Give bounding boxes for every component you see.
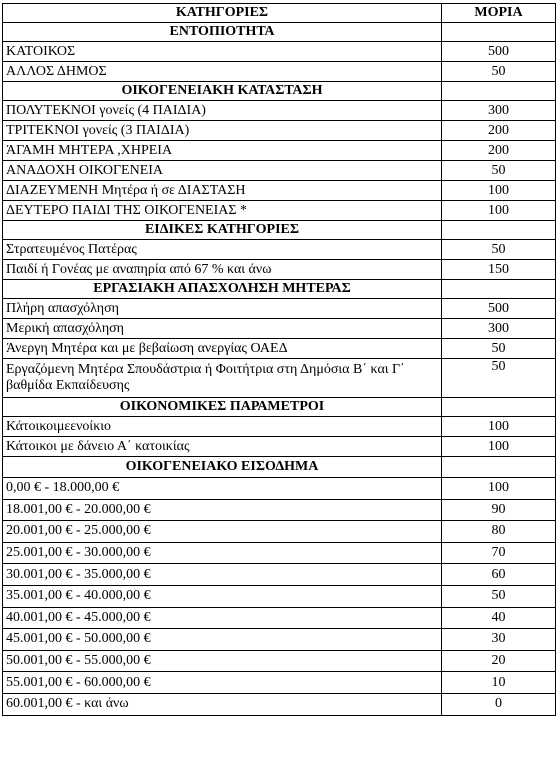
income-row — [3, 564, 556, 586]
row-label: Μερική απασχόληση — [3, 319, 442, 339]
income-range: 0,00 € - 18.000,00 € — [3, 478, 442, 500]
table-row — [3, 339, 556, 359]
table-row — [3, 42, 556, 62]
section-points-empty — [442, 23, 556, 42]
table-row — [3, 121, 556, 141]
row-label: Κάτοικοι με δάνειο Α΄ κατοικίας — [3, 437, 442, 457]
income-points: 50 — [442, 585, 556, 607]
table-row — [3, 359, 556, 398]
section-header-row — [3, 23, 556, 42]
section-title: ΕΙΔΙΚΕΣ ΚΑΤΗΓΟΡΙΕΣ — [3, 221, 442, 240]
income-range: 50.001,00 € - 55.000,00 € — [3, 650, 442, 672]
income-range: 30.001,00 € - 35.000,00 € — [3, 564, 442, 586]
section-points-empty — [442, 280, 556, 299]
row-label: Πλήρη απασχόληση — [3, 299, 442, 319]
section-points-empty — [442, 398, 556, 417]
row-points: 50 — [442, 240, 556, 260]
income-points: 100 — [442, 478, 556, 500]
income-section-header-row — [3, 457, 556, 478]
table-row — [3, 437, 556, 457]
income-row — [3, 672, 556, 694]
income-points: 10 — [442, 672, 556, 694]
income-range: 35.001,00 € - 40.000,00 € — [3, 585, 442, 607]
income-points: 20 — [442, 650, 556, 672]
row-points: 50 — [442, 161, 556, 181]
table-row — [3, 240, 556, 260]
row-points: 500 — [442, 42, 556, 62]
income-range: 25.001,00 € - 30.000,00 € — [3, 542, 442, 564]
points-document — [2, 3, 555, 716]
income-row — [3, 650, 556, 672]
table-row — [3, 161, 556, 181]
income-section-title: ΟΙΚΟΓΕΝΕΙΑΚΟ ΕΙΣΟΔΗΜΑ — [3, 457, 442, 478]
points-table — [2, 3, 556, 716]
row-label: Άνεργη Μητέρα και με βεβαίωση ανεργίας ΟΑΕΔ — [3, 339, 442, 359]
income-row — [3, 478, 556, 500]
row-label: ΑΛΛΟΣ ΔΗΜΟΣ — [3, 62, 442, 82]
table-row — [3, 417, 556, 437]
income-points: 80 — [442, 521, 556, 543]
table-row — [3, 141, 556, 161]
income-row — [3, 521, 556, 543]
income-points: 90 — [442, 499, 556, 521]
table-row — [3, 299, 556, 319]
income-points: 30 — [442, 629, 556, 651]
row-label: ΆΓΑΜΗ ΜΗΤΕΡΑ ,ΧΗΡΕΙΑ — [3, 141, 442, 161]
row-points: 200 — [442, 121, 556, 141]
income-points: 70 — [442, 542, 556, 564]
row-points: 300 — [442, 101, 556, 121]
income-row — [3, 585, 556, 607]
row-points: 50 — [442, 359, 556, 398]
table-row — [3, 201, 556, 221]
section-header-row — [3, 82, 556, 101]
table-row — [3, 181, 556, 201]
section-title: ΕΡΓΑΣΙΑΚΗ ΑΠΑΣΧΟΛΗΣΗ ΜΗΤΕΡΑΣ — [3, 280, 442, 299]
income-points: 0 — [442, 693, 556, 715]
income-points: 60 — [442, 564, 556, 586]
row-label: Κάτοικοιμεενοίκιο — [3, 417, 442, 437]
row-label: ΤΡΙΤΕΚΝΟΙ γονείς (3 ΠΑΙΔΙΑ) — [3, 121, 442, 141]
row-points: 200 — [442, 141, 556, 161]
table-row — [3, 319, 556, 339]
income-range: 20.001,00 € - 25.000,00 € — [3, 521, 442, 543]
row-points: 100 — [442, 181, 556, 201]
income-row — [3, 629, 556, 651]
income-row — [3, 693, 556, 715]
section-title: ΕΝΤΟΠΙΟΤΗΤΑ — [3, 23, 442, 42]
table-row — [3, 101, 556, 121]
income-row — [3, 542, 556, 564]
income-range: 60.001,00 € - και άνω — [3, 693, 442, 715]
section-title: ΟΙΚΟΝΟΜΙΚΕΣ ΠΑΡΑΜΕΤΡΟΙ — [3, 398, 442, 417]
row-points: 150 — [442, 260, 556, 280]
section-points-empty — [442, 457, 556, 478]
row-points: 100 — [442, 201, 556, 221]
row-label: Παιδί ή Γονέας με αναπηρία από 67 % και άνω — [3, 260, 442, 280]
row-points: 100 — [442, 417, 556, 437]
row-points: 50 — [442, 62, 556, 82]
section-title: ΟΙΚΟΓΕΝΕΙΑΚΗ ΚΑΤΑΣΤΑΣΗ — [3, 82, 442, 101]
points-column-header: ΜΟΡΙΑ — [442, 4, 556, 23]
table-row — [3, 260, 556, 280]
row-points: 300 — [442, 319, 556, 339]
income-range: 40.001,00 € - 45.000,00 € — [3, 607, 442, 629]
row-label: Εργαζόμενη Μητέρα Σπουδάστρια ή Φοιτήτρια στη Δημόσια Β΄ και Γ΄ βαθμίδα Εκπαίδευσης — [3, 359, 442, 398]
row-label: ΑΝΑΔΟΧΗ ΟΙΚΟΓΕΝΕΙΑ — [3, 161, 442, 181]
row-label: ΚΑΤΟΙΚΟΣ — [3, 42, 442, 62]
income-row — [3, 607, 556, 629]
row-points: 500 — [442, 299, 556, 319]
category-column-header: ΚΑΤΗΓΟΡΙΕΣ — [3, 4, 442, 23]
row-label: Στρατευμένος Πατέρας — [3, 240, 442, 260]
table-header-row — [3, 4, 556, 23]
row-label: ΔΕΥΤΕΡΟ ΠΑΙΔΙ ΤΗΣ ΟΙΚΟΓΕΝΕΙΑΣ * — [3, 201, 442, 221]
row-points: 100 — [442, 437, 556, 457]
section-header-row — [3, 398, 556, 417]
section-header-row — [3, 280, 556, 299]
income-range: 18.001,00 € - 20.000,00 € — [3, 499, 442, 521]
row-label: ΠΟΛΥΤΕΚΝΟΙ γονείς (4 ΠΑΙΔΙΑ) — [3, 101, 442, 121]
row-points: 50 — [442, 339, 556, 359]
section-points-empty — [442, 221, 556, 240]
table-row — [3, 62, 556, 82]
section-points-empty — [442, 82, 556, 101]
income-range: 45.001,00 € - 50.000,00 € — [3, 629, 442, 651]
section-header-row — [3, 221, 556, 240]
income-row — [3, 499, 556, 521]
income-points: 40 — [442, 607, 556, 629]
row-label: ΔΙΑΖΕΥΜΕΝΗ Μητέρα ή σε ΔΙΑΣΤΑΣΗ — [3, 181, 442, 201]
income-range: 55.001,00 € - 60.000,00 € — [3, 672, 442, 694]
